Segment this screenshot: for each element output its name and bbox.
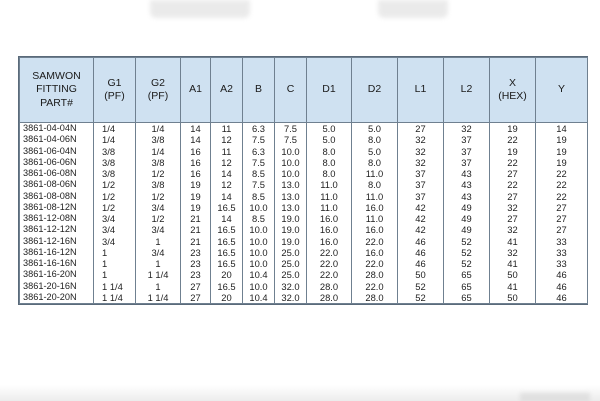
- cell-g2: 1/4: [136, 146, 181, 157]
- cell-c: 25.0: [275, 269, 307, 280]
- cell-b: 10.4: [243, 292, 275, 304]
- header-x-line-1: X: [508, 76, 516, 89]
- cell-a2: 16.5: [211, 202, 243, 213]
- cell-c: 10.0: [275, 146, 307, 157]
- cell-a1: 16: [181, 146, 211, 157]
- cell-b: 7.5: [243, 157, 275, 168]
- blurred-text-top-left: [150, 0, 250, 18]
- header-x-hex: [490, 58, 536, 123]
- cell-b: 10.4: [243, 269, 275, 280]
- cell-part-number: 3861-16-12N: [20, 247, 94, 258]
- cell-l1: 46: [398, 236, 444, 247]
- cell-g1: 3/8: [94, 146, 136, 157]
- cell-g2: 3/4: [136, 247, 181, 258]
- cell-a1: 16: [181, 157, 211, 168]
- cell-g2: 1: [136, 236, 181, 247]
- table-row: [20, 134, 588, 145]
- blurred-footer-mark: [520, 393, 590, 401]
- table-row: [20, 258, 588, 269]
- cell-y: 27: [536, 202, 588, 213]
- cell-part-number: 3861-04-04N: [20, 123, 94, 135]
- cell-d2: 8.0: [352, 157, 398, 168]
- cell-d1: 8.0: [307, 157, 352, 168]
- cell-d1: 5.0: [307, 123, 352, 135]
- cell-a2: 12: [211, 134, 243, 145]
- cell-c: 7.5: [275, 134, 307, 145]
- cell-l2: 49: [444, 202, 490, 213]
- cell-l2: 65: [444, 269, 490, 280]
- cell-l2: 43: [444, 179, 490, 190]
- cell-a2: 14: [211, 213, 243, 224]
- cell-a2: 16.5: [211, 224, 243, 235]
- cell-d2: 16.0: [352, 247, 398, 258]
- cell-part-number: 3861-04-06N: [20, 134, 94, 145]
- cell-a2: 16.5: [211, 281, 243, 292]
- cell-d2: 16.0: [352, 202, 398, 213]
- cell-l1: 37: [398, 191, 444, 202]
- cell-g1: 1/4: [94, 123, 136, 135]
- cell-a2: 20: [211, 269, 243, 280]
- cell-part-number: 3861-06-06N: [20, 157, 94, 168]
- cell-y: 19: [536, 157, 588, 168]
- cell-l1: 37: [398, 168, 444, 179]
- cell-l1: 52: [398, 281, 444, 292]
- cell-l2: 52: [444, 247, 490, 258]
- cell-a1: 19: [181, 202, 211, 213]
- cell-l2: 37: [444, 146, 490, 157]
- cell-g2: 1/2: [136, 191, 181, 202]
- header-y: Y: [536, 58, 588, 123]
- cell-y: 33: [536, 247, 588, 258]
- cell-y: 22: [536, 168, 588, 179]
- cell-c: 10.0: [275, 168, 307, 179]
- cell-g2: 3/4: [136, 202, 181, 213]
- cell-d1: 22.0: [307, 258, 352, 269]
- cell-a2: 11: [211, 123, 243, 135]
- cell-d1: 8.0: [307, 146, 352, 157]
- cell-part-number: 3861-06-08N: [20, 168, 94, 179]
- cell-y: 27: [536, 213, 588, 224]
- header-part-number: [20, 58, 94, 123]
- cell-l2: 49: [444, 213, 490, 224]
- header-a2: A2: [211, 58, 243, 123]
- cell-a1: 27: [181, 281, 211, 292]
- table-row: [20, 269, 588, 280]
- cell-g2: 1: [136, 281, 181, 292]
- cell-a2: 16.5: [211, 247, 243, 258]
- header-row: [20, 58, 588, 123]
- cell-d2: 5.0: [352, 123, 398, 135]
- table-row: [20, 179, 588, 190]
- cell-c: 25.0: [275, 247, 307, 258]
- blurred-footer: [0, 385, 600, 401]
- cell-l1: 46: [398, 247, 444, 258]
- cell-b: 10.0: [243, 258, 275, 269]
- cell-a2: 14: [211, 191, 243, 202]
- cell-b: 8.5: [243, 191, 275, 202]
- cell-g1: 3/4: [94, 236, 136, 247]
- cell-d1: 5.0: [307, 134, 352, 145]
- cell-x-hex: 22: [490, 179, 536, 190]
- cell-l1: 42: [398, 224, 444, 235]
- cell-y: 22: [536, 179, 588, 190]
- cell-l2: 52: [444, 236, 490, 247]
- header-l2: L2: [444, 58, 490, 123]
- header-g1: [94, 58, 136, 123]
- cell-g2: 3/8: [136, 134, 181, 145]
- cell-g1: 1/2: [94, 191, 136, 202]
- header-part-line-2: FITTING: [36, 83, 77, 96]
- cell-y: 27: [536, 224, 588, 235]
- cell-l1: 32: [398, 146, 444, 157]
- cell-b: 10.0: [243, 224, 275, 235]
- cell-l1: 32: [398, 134, 444, 145]
- cell-x-hex: 50: [490, 292, 536, 304]
- cell-x-hex: 19: [490, 146, 536, 157]
- table-row: [20, 123, 588, 135]
- table-row: [20, 236, 588, 247]
- cell-d1: 22.0: [307, 247, 352, 258]
- cell-a1: 16: [181, 168, 211, 179]
- cell-d2: 28.0: [352, 269, 398, 280]
- cell-c: 7.5: [275, 123, 307, 135]
- cell-l1: 42: [398, 213, 444, 224]
- header-g1-line-1: G1: [107, 76, 122, 89]
- cell-g2: 1 1/4: [136, 269, 181, 280]
- cell-l2: 43: [444, 191, 490, 202]
- cell-c: 32.0: [275, 281, 307, 292]
- cell-a1: 27: [181, 292, 211, 304]
- table-row: [20, 213, 588, 224]
- cell-x-hex: 27: [490, 213, 536, 224]
- cell-b: 8.5: [243, 168, 275, 179]
- cell-l1: 37: [398, 179, 444, 190]
- fitting-spec-table: [19, 57, 588, 304]
- cell-c: 13.0: [275, 191, 307, 202]
- cell-c: 13.0: [275, 202, 307, 213]
- cell-a1: 21: [181, 224, 211, 235]
- cell-x-hex: 41: [490, 258, 536, 269]
- cell-g1: 3/4: [94, 213, 136, 224]
- fitting-spec-table-container: [18, 56, 588, 305]
- cell-g2: 1: [136, 258, 181, 269]
- header-d2: D2: [352, 58, 398, 123]
- cell-d2: 5.0: [352, 146, 398, 157]
- cell-part-number: 3861-20-16N: [20, 281, 94, 292]
- cell-y: 46: [536, 281, 588, 292]
- cell-x-hex: 41: [490, 236, 536, 247]
- cell-l2: 37: [444, 157, 490, 168]
- cell-g1: 1: [94, 258, 136, 269]
- header-x-line-2: (HEX): [498, 90, 527, 102]
- cell-d1: 28.0: [307, 281, 352, 292]
- cell-g1: 3/4: [94, 224, 136, 235]
- cell-c: 10.0: [275, 157, 307, 168]
- cell-a1: 23: [181, 258, 211, 269]
- header-a1: A1: [181, 58, 211, 123]
- cell-d2: 28.0: [352, 292, 398, 304]
- cell-x-hex: 32: [490, 247, 536, 258]
- cell-l1: 50: [398, 269, 444, 280]
- cell-b: 6.3: [243, 123, 275, 135]
- cell-d1: 16.0: [307, 213, 352, 224]
- cell-part-number: 3861-06-04N: [20, 146, 94, 157]
- cell-x-hex: 50: [490, 269, 536, 280]
- header-g2-line-2: (PF): [147, 90, 169, 102]
- cell-part-number: 3861-20-20N: [20, 292, 94, 304]
- table-row: [20, 292, 588, 304]
- cell-y: 33: [536, 258, 588, 269]
- cell-part-number: 3861-12-08N: [20, 213, 94, 224]
- header-b: B: [243, 58, 275, 123]
- cell-c: 19.0: [275, 213, 307, 224]
- cell-a1: 14: [181, 123, 211, 135]
- table-row: [20, 168, 588, 179]
- cell-a1: 19: [181, 191, 211, 202]
- cell-g1: 1/2: [94, 202, 136, 213]
- cell-l1: 52: [398, 292, 444, 304]
- header-part-line-3: PART#: [40, 96, 73, 109]
- cell-part-number: 3861-08-12N: [20, 202, 94, 213]
- cell-g2: 3/8: [136, 179, 181, 190]
- cell-d2: 11.0: [352, 168, 398, 179]
- header-g2: [136, 58, 181, 123]
- cell-g2: 1 1/4: [136, 292, 181, 304]
- cell-part-number: 3861-12-12N: [20, 224, 94, 235]
- cell-l2: 43: [444, 168, 490, 179]
- cell-d1: 11.0: [307, 202, 352, 213]
- cell-g1: 1: [94, 269, 136, 280]
- cell-d2: 22.0: [352, 258, 398, 269]
- cell-b: 6.3: [243, 146, 275, 157]
- cell-d2: 16.0: [352, 224, 398, 235]
- cell-y: 33: [536, 236, 588, 247]
- cell-d2: 22.0: [352, 236, 398, 247]
- cell-a2: 12: [211, 157, 243, 168]
- cell-c: 25.0: [275, 258, 307, 269]
- cell-y: 46: [536, 269, 588, 280]
- cell-x-hex: 22: [490, 134, 536, 145]
- cell-part-number: 3861-16-16N: [20, 258, 94, 269]
- cell-part-number: 3861-08-08N: [20, 191, 94, 202]
- cell-x-hex: 22: [490, 157, 536, 168]
- cell-x-hex: 19: [490, 123, 536, 135]
- cell-d1: 8.0: [307, 168, 352, 179]
- cell-l2: 65: [444, 281, 490, 292]
- cell-a2: 12: [211, 179, 243, 190]
- cell-a1: 21: [181, 236, 211, 247]
- header-part-line-1: SAMWON: [32, 70, 81, 83]
- header-g2-line-1: G2: [150, 76, 165, 89]
- cell-g2: 3/4: [136, 224, 181, 235]
- table-body: [20, 123, 588, 304]
- cell-b: 8.5: [243, 213, 275, 224]
- cell-g1: 1/4: [94, 134, 136, 145]
- cell-l1: 46: [398, 258, 444, 269]
- cell-x-hex: 27: [490, 191, 536, 202]
- cell-a1: 14: [181, 134, 211, 145]
- cell-b: 10.0: [243, 236, 275, 247]
- table-row: [20, 202, 588, 213]
- cell-d2: 8.0: [352, 179, 398, 190]
- cell-y: 14: [536, 123, 588, 135]
- cell-g1: 1 1/4: [94, 281, 136, 292]
- cell-x-hex: 27: [490, 168, 536, 179]
- cell-x-hex: 32: [490, 224, 536, 235]
- cell-g2: 1/2: [136, 213, 181, 224]
- header-g1-line-2: (PF): [104, 90, 125, 102]
- cell-a2: 11: [211, 146, 243, 157]
- cell-a2: 16.5: [211, 258, 243, 269]
- blurred-text-top-right: [378, 0, 448, 18]
- cell-g1: 1: [94, 247, 136, 258]
- cell-g1: 1/2: [94, 179, 136, 190]
- cell-d2: 8.0: [352, 134, 398, 145]
- cell-g2: 1/2: [136, 168, 181, 179]
- header-d1: D1: [307, 58, 352, 123]
- cell-y: 19: [536, 134, 588, 145]
- cell-c: 19.0: [275, 224, 307, 235]
- table-row: [20, 247, 588, 258]
- table-row: [20, 157, 588, 168]
- cell-part-number: 3861-12-16N: [20, 236, 94, 247]
- cell-a2: 20: [211, 292, 243, 304]
- cell-d1: 16.0: [307, 224, 352, 235]
- cell-g2: 3/8: [136, 157, 181, 168]
- cell-x-hex: 41: [490, 281, 536, 292]
- table-row: [20, 191, 588, 202]
- cell-b: 10.0: [243, 247, 275, 258]
- cell-d1: 28.0: [307, 292, 352, 304]
- cell-l2: 37: [444, 134, 490, 145]
- cell-g1: 1 1/4: [94, 292, 136, 304]
- cell-a1: 23: [181, 269, 211, 280]
- cell-part-number: 3861-08-06N: [20, 179, 94, 190]
- table-row: [20, 281, 588, 292]
- cell-d1: 11.0: [307, 179, 352, 190]
- table-row: [20, 224, 588, 235]
- cell-y: 46: [536, 292, 588, 304]
- header-l1: L1: [398, 58, 444, 123]
- cell-l2: 52: [444, 258, 490, 269]
- cell-g1: 3/8: [94, 157, 136, 168]
- cell-b: 7.5: [243, 179, 275, 190]
- cell-g1: 3/8: [94, 168, 136, 179]
- cell-d1: 16.0: [307, 236, 352, 247]
- table-row: [20, 146, 588, 157]
- cell-a1: 19: [181, 179, 211, 190]
- cell-l2: 32: [444, 123, 490, 135]
- cell-b: 10.0: [243, 202, 275, 213]
- cell-b: 7.5: [243, 134, 275, 145]
- cell-d2: 22.0: [352, 281, 398, 292]
- cell-d1: 22.0: [307, 269, 352, 280]
- cell-a1: 21: [181, 213, 211, 224]
- cell-d2: 11.0: [352, 191, 398, 202]
- cell-c: 32.0: [275, 292, 307, 304]
- cell-c: 13.0: [275, 179, 307, 190]
- header-c: C: [275, 58, 307, 123]
- cell-c: 19.0: [275, 236, 307, 247]
- cell-part-number: 3861-16-20N: [20, 269, 94, 280]
- cell-g2: 1/4: [136, 123, 181, 135]
- cell-l2: 65: [444, 292, 490, 304]
- cell-l1: 42: [398, 202, 444, 213]
- cell-l1: 32: [398, 157, 444, 168]
- cell-a2: 16.5: [211, 236, 243, 247]
- cell-l1: 27: [398, 123, 444, 135]
- cell-l2: 49: [444, 224, 490, 235]
- cell-a1: 23: [181, 247, 211, 258]
- cell-d1: 11.0: [307, 191, 352, 202]
- cell-b: 10.0: [243, 281, 275, 292]
- cell-y: 22: [536, 191, 588, 202]
- cell-y: 19: [536, 146, 588, 157]
- cell-x-hex: 32: [490, 202, 536, 213]
- cell-d2: 11.0: [352, 213, 398, 224]
- cell-a2: 14: [211, 168, 243, 179]
